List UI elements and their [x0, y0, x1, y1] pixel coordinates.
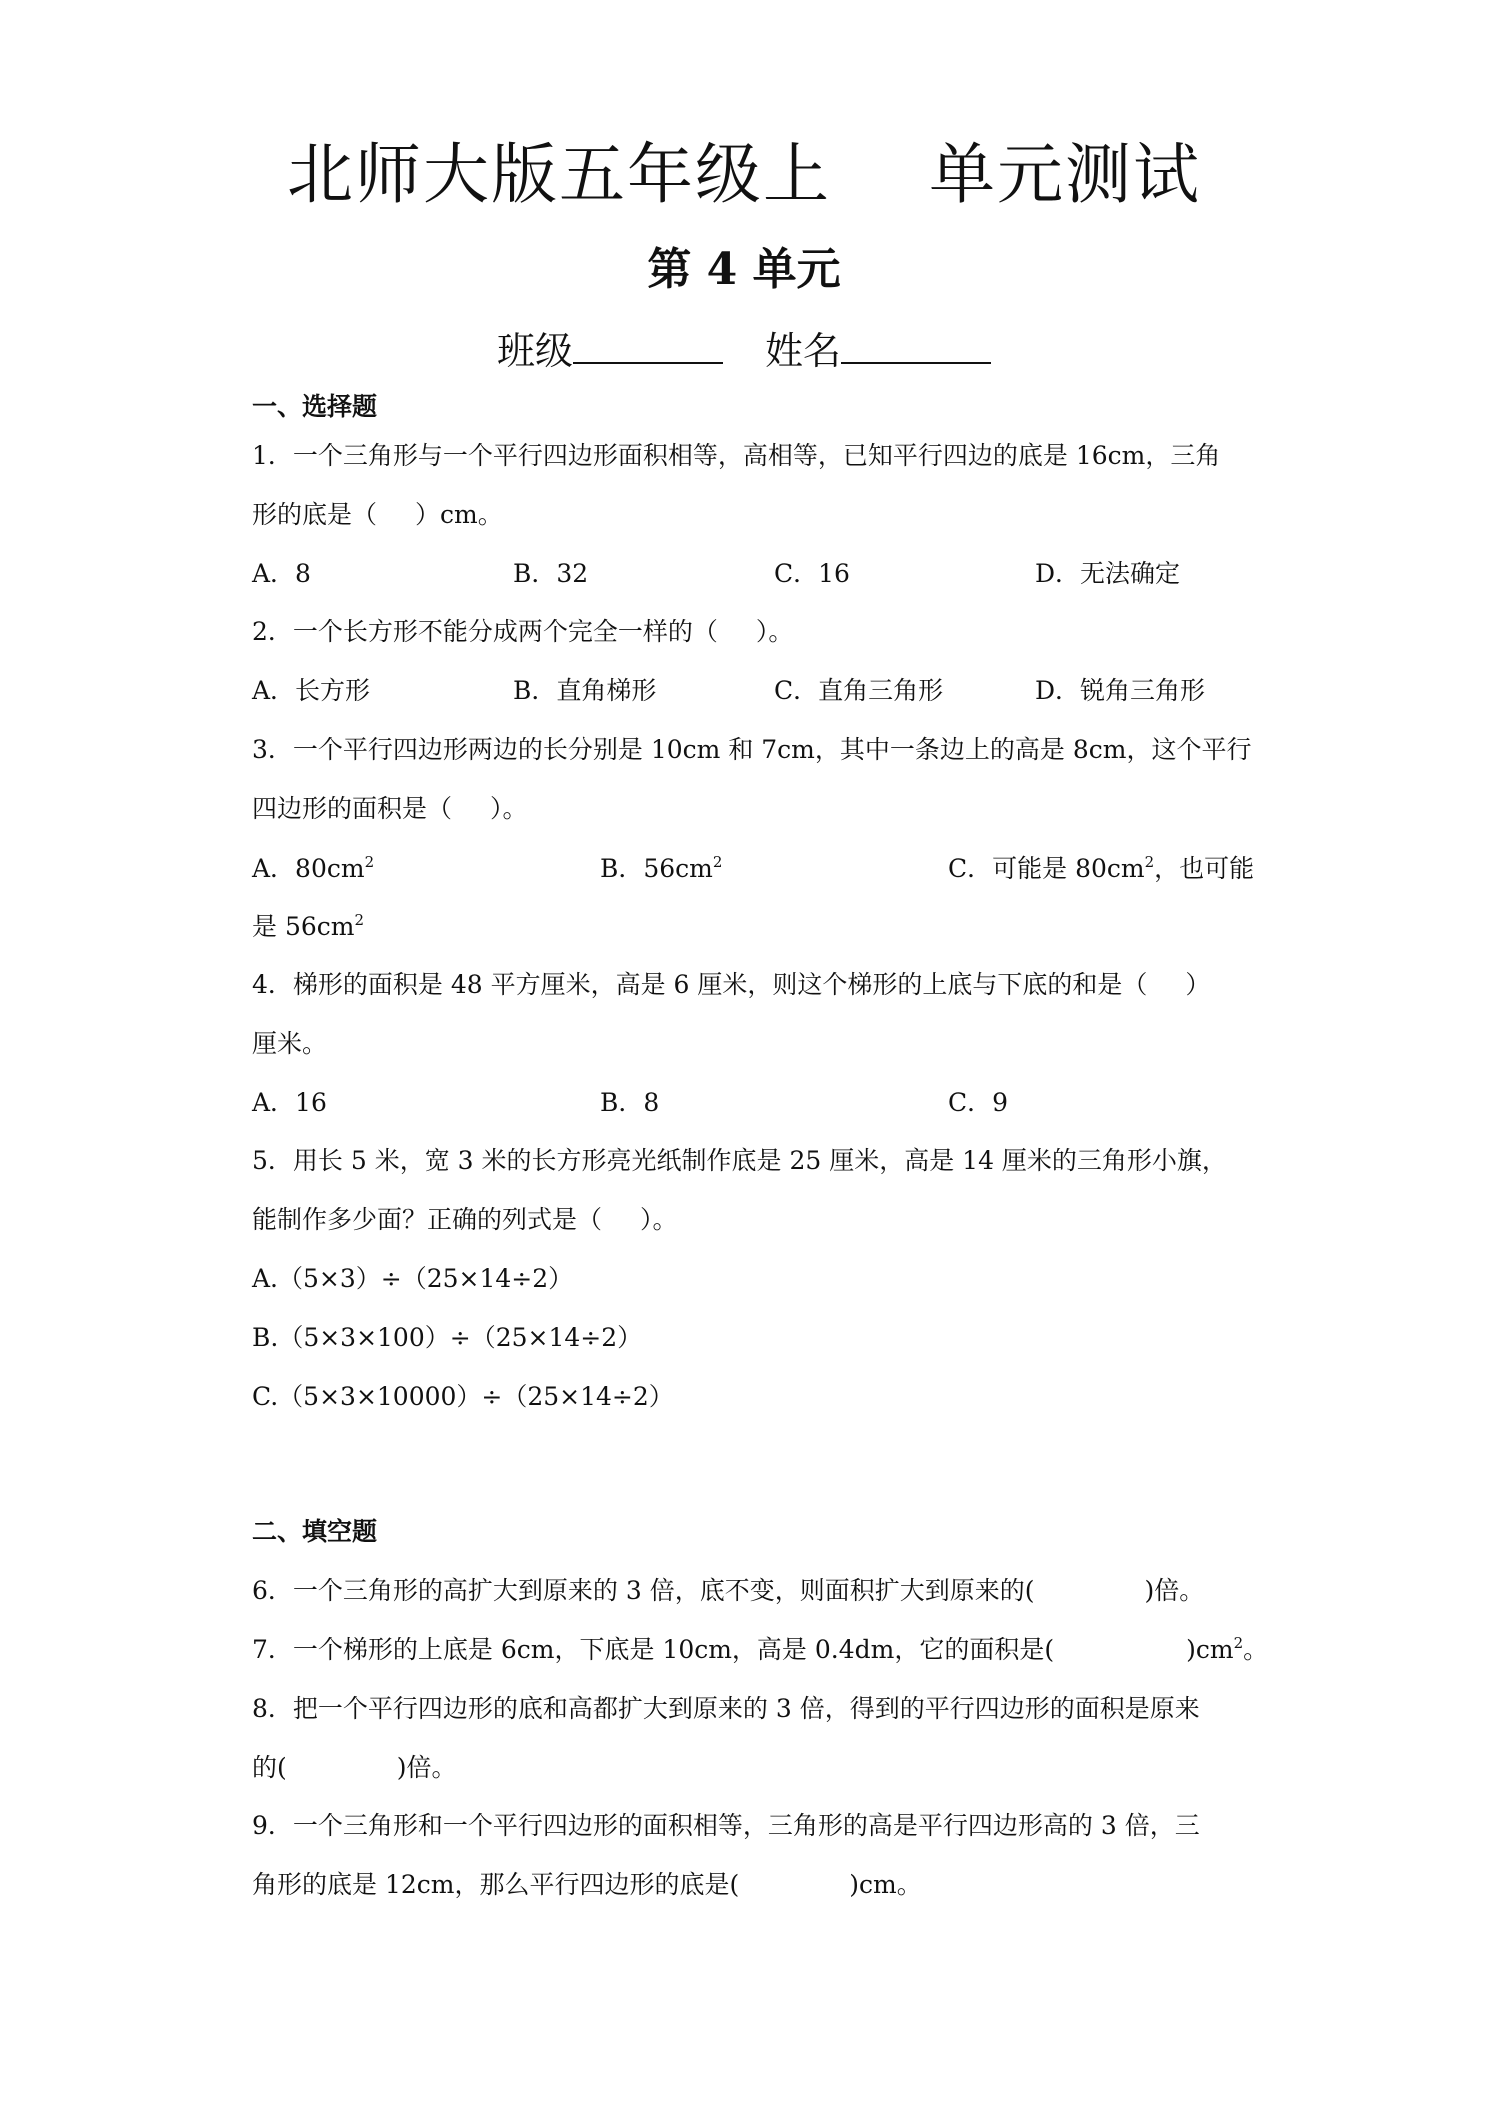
q8-line2-end: )倍。 — [396, 1753, 457, 1782]
q5-line1: 5．用长 5 米，宽 3 米的长方形亮光纸制作底是 25 厘米，高是 14 厘米的三角形小旗， — [252, 1146, 1227, 1175]
q3-option-c-line2-sup: 2 — [354, 911, 365, 929]
q2-line1 — [252, 614, 1252, 650]
q3-option-c-sup: 2 — [1144, 853, 1155, 871]
q3-option-a[interactable] — [252, 851, 374, 887]
q1-option-d[interactable]: D．无法确定 — [1035, 559, 1181, 588]
q3-line2-end: ）。 — [490, 794, 528, 823]
q3-line1: 3．一个平行四边形两边的长分别是 10cm 和 7cm，其中一条边上的高是 8cm，这个平行 — [252, 735, 1252, 764]
page-title — [0, 135, 1488, 215]
q5-line2 — [252, 1202, 1252, 1238]
name-blank[interactable] — [841, 322, 991, 364]
q2-option-a[interactable]: A．长方形 — [252, 676, 371, 705]
q4-line1-end: ） — [1185, 970, 1211, 999]
title-part1: 北师大版五年级上 — [287, 136, 831, 213]
q1-line2-end: ）cm。 — [415, 500, 503, 529]
q7-line1 — [252, 1632, 1269, 1668]
q1-line2 — [252, 497, 1252, 533]
q2-option-d[interactable]: D．锐角三角形 — [1035, 676, 1206, 705]
class-blank[interactable] — [573, 322, 723, 364]
q3-option-c[interactable] — [948, 851, 1254, 887]
q3-option-b[interactable] — [600, 851, 722, 887]
q8-line2-start: 的( — [252, 1753, 287, 1782]
q3-option-a-sup: 2 — [364, 853, 375, 871]
q6-line1-end: )倍。 — [1144, 1576, 1205, 1605]
q6-line1-start: 6．一个三角形的高扩大到原来的 3 倍，底不变，则面积扩大到原来的( — [252, 1576, 1035, 1605]
q2-line1-end: ）。 — [755, 617, 794, 646]
q5-option-a[interactable]: A.（5×3）÷（25×14÷2） — [252, 1264, 574, 1293]
q1-line1: 1．一个三角形与一个平行四边形面积相等，高相等，已知平行四边的底是 16cm，三角 — [252, 441, 1221, 470]
q5-option-b[interactable]: B.（5×3×100）÷（25×14÷2） — [252, 1323, 643, 1352]
q3-option-a-text: A．80cm — [252, 854, 365, 883]
q5-option-c[interactable]: C.（5×3×10000）÷（25×14÷2） — [252, 1382, 674, 1411]
q1-option-c[interactable]: C．16 — [774, 559, 850, 588]
q3-line2-start: 四边形的面积是（ — [252, 794, 453, 823]
q8-line2 — [252, 1750, 1252, 1786]
q1-line2-start: 形的底是（ — [252, 500, 378, 529]
class-label: 班级 — [496, 329, 573, 373]
q2-option-c[interactable]: C．直角三角形 — [774, 676, 944, 705]
q3-line2 — [252, 791, 1252, 827]
q4-line1 — [252, 967, 1252, 1003]
q7-line1-end: 。 — [1243, 1635, 1269, 1664]
unit-subtitle: 第 4 单元 — [647, 244, 841, 295]
q9-line1: 9．一个三角形和一个平行四边形的面积相等，三角形的高是平行四边形高的 3 倍，三 — [252, 1811, 1200, 1840]
q3-option-c-text2: ，也可能 — [1154, 854, 1255, 883]
q4-option-c[interactable]: C．9 — [948, 1088, 1009, 1117]
q7-line1-start: 7．一个梯形的上底是 6cm，下底是 10cm，高是 0.4dm，它的面积是( — [252, 1635, 1055, 1664]
q5-line2-start: 能制作多少面？正确的列式是（ — [252, 1205, 603, 1234]
q7-unit-sup: 2 — [1233, 1634, 1244, 1652]
q9-line2-start: 角形的底是 12cm，那么平行四边形的底是( — [252, 1870, 740, 1899]
q2-line1-start: 2．一个长方形不能分成两个完全一样的（ — [252, 617, 718, 646]
q4-line1-start: 4．梯形的面积是 48 平方厘米，高是 6 厘米，则这个梯形的上底与下底的和是（ — [252, 970, 1148, 999]
q8-line1: 8．把一个平行四边形的底和高都扩大到原来的 3 倍，得到的平行四边形的面积是原来 — [252, 1694, 1200, 1723]
student-info-line — [0, 322, 1488, 379]
q6-line1 — [252, 1573, 1252, 1609]
q1-option-a[interactable]: A．8 — [252, 559, 311, 588]
q3-option-b-text: B．56cm — [600, 854, 713, 883]
q5-line2-end: ）。 — [640, 1205, 678, 1234]
q3-option-c-line2: 是 56cm — [252, 912, 355, 941]
title-part2: 单元测试 — [929, 136, 1201, 213]
q2-option-b[interactable]: B．直角梯形 — [513, 676, 657, 705]
q3-option-c-cont — [252, 909, 1252, 945]
name-label: 姓名 — [765, 329, 842, 373]
q7-line1-unit: )cm — [1186, 1635, 1234, 1664]
q9-line2 — [252, 1867, 1252, 1903]
section-heading-choice: 一、选择题 — [252, 392, 378, 421]
q3-option-c-text: C．可能是 80cm — [948, 854, 1145, 883]
section-heading-fill: 二、填空题 — [252, 1517, 378, 1546]
q3-option-b-sup: 2 — [712, 853, 723, 871]
q4-option-b[interactable]: B．8 — [600, 1088, 660, 1117]
q9-line2-end: )cm。 — [849, 1870, 922, 1899]
q1-option-b[interactable]: B．32 — [513, 559, 589, 588]
q4-line2: 厘米。 — [252, 1029, 328, 1058]
q4-option-a[interactable]: A．16 — [252, 1088, 327, 1117]
